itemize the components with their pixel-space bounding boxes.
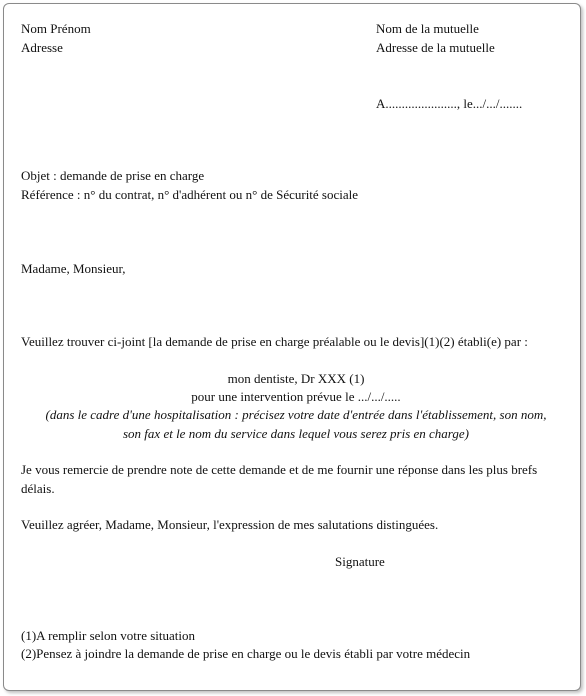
intervention-line: pour une intervention prévue le .../.../..... xyxy=(191,389,401,404)
closing-paragraph: Veuillez agréer, Madame, Monsieur, l'expression de mes salutations distinguées. xyxy=(21,517,439,532)
hospital-note-line-2: son fax et le nom du service dans lequel vous serez pris en charge) xyxy=(123,426,469,441)
dentist-line: mon dentiste, Dr XXX (1) xyxy=(227,371,365,386)
sender-address: Adresse xyxy=(21,40,63,55)
recipient-name: Nom de la mutuelle xyxy=(376,21,479,36)
hospital-note-line-1: (dans le cadre d'une hospitalisation : précisez votre date d'entrée dans l'établissement, son nom, xyxy=(45,407,547,422)
request-paragraph: Je vous remercie de prendre note de cette demande et de me fournir une réponse dans les plus brefs délais. xyxy=(21,462,538,496)
place-date-line: A......................, le.../.../....... xyxy=(376,96,523,111)
signature-label: Signature xyxy=(335,554,385,569)
sender-name: Nom Prénom xyxy=(21,21,91,36)
intro-paragraph: Veuillez trouver ci-joint [la demande de prise en charge préalable ou le devis](1)(2) établi(e) par : xyxy=(21,334,528,349)
object-line: Objet : demande de prise en charge xyxy=(21,168,205,183)
footnote-1: (1)A remplir selon votre situation xyxy=(21,628,196,643)
reference-line: Référence : n° du contrat, n° d'adhérent ou n° de Sécurité sociale xyxy=(21,187,359,202)
salutation: Madame, Monsieur, xyxy=(21,261,126,276)
recipient-address: Adresse de la mutuelle xyxy=(376,40,495,55)
letter-document xyxy=(3,3,581,691)
footnote-2: (2)Pensez à joindre la demande de prise en charge ou le devis établi par votre médecin xyxy=(21,646,471,661)
